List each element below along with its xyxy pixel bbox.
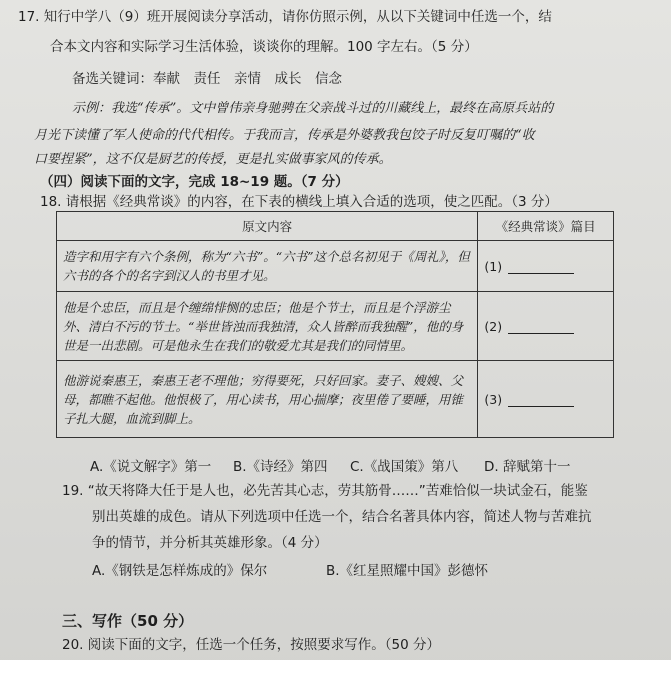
q18-option-c: C.《战国策》第八 [350, 459, 459, 475]
q19-line1: 19. “故天将降大任于是人也，必先苦其心志，劳其筋骨……”苦难恰似一块试金石，能鉴 [62, 483, 588, 499]
row2-blank[interactable] [508, 321, 574, 334]
row3-answer-cell [478, 361, 614, 438]
q17-keywords: 备选关键词：奉献 责任 亲情 成长 信念 [72, 71, 342, 87]
q19-option-b: B.《红星照耀中国》彭德怀 [326, 563, 489, 579]
row3-text: 他游说秦惠王，秦惠王老不理他；穷得要死，只好回家。妻子、嫂嫂、父母，都瞧不起他。他恨极了，用心读书，用心揣摩；夜里倦了要睡，用锥子扎大腿，血流到脚上。 [57, 361, 478, 438]
row1-label: (1) [484, 258, 503, 274]
header-original-text: 原文内容 [57, 212, 478, 241]
table-row [57, 241, 614, 292]
table-header-row [57, 212, 614, 241]
table-row [57, 292, 614, 361]
header-chapter: 《经典常谈》篇目 [478, 212, 614, 241]
q18-option-d: D. 辞赋第十一 [484, 459, 571, 475]
q19-line3: 争的情节，并分析其英雄形象。（4 分） [92, 535, 328, 551]
q19-line2: 别出英雄的成色。请从下列选项中任选一个，结合名著具体内容，简述人物与苦难抗 [92, 509, 592, 525]
q19-option-a: A.《钢铁是怎样炼成的》保尔 [92, 563, 268, 579]
section-4-heading: （四）阅读下面的文字，完成 18~19 题。（7 分） [40, 174, 349, 190]
row3-label: (3) [484, 391, 503, 407]
row1-blank[interactable] [508, 261, 574, 274]
q20-stem: 20. 阅读下面的文字，任选一个任务，按照要求写作。（50 分） [62, 637, 440, 653]
q18-table [56, 211, 614, 438]
row1-answer-cell [478, 241, 614, 292]
row2-answer-cell [478, 292, 614, 361]
q17-example-line3: 口要捏紧”，这不仅是厨艺的传授，更是扎实做事家风的传承。 [34, 152, 392, 167]
q17-example-line2: 月光下读懂了军人使命的代代相传。于我而言，传承是外婆教我包饺子时反复叮嘱的“收 [34, 128, 535, 143]
row2-label: (2) [484, 318, 503, 334]
q17-line2: 合本文内容和实际学习生活体验，谈谈你的理解。100 字左右。（5 分） [50, 39, 478, 55]
row1-text: 造字和用字有六个条例，称为“六书”。“六书”这个总名初见于《周礼》，但六书的各个的名字到汉人的书里才见。 [57, 241, 478, 292]
q17-example-line1: 示例：我选“传承”。文中曾伟亲身驰骋在父亲战斗过的川藏线上，最终在高原兵站的 [72, 101, 554, 116]
q18-option-b: B.《诗经》第四 [233, 459, 328, 475]
row2-text: 他是个忠臣，而且是个缠绵悱恻的忠臣；他是个节士，而且是个浮游尘外、清白不污的节士。“举世皆浊而我独清，众人皆醉而我独醒”，他的身世是一出悲剧。可是他永生在我们的敬爱尤其是我们的同情里。 [57, 292, 478, 361]
q18-stem: 18. 请根据《经典常谈》的内容，在下表的横线上填入合适的选项，使之匹配。（3 分） [40, 194, 558, 210]
q18-option-a: A.《说文解字》第一 [90, 459, 212, 475]
page-bottom-edge [0, 660, 671, 674]
q17-line1: 17. 知行中学八（9）班开展阅读分享活动，请你仿照示例，从以下关键词中任选一个，结 [18, 9, 552, 25]
table-row [57, 361, 614, 438]
row3-blank[interactable] [508, 394, 574, 407]
section-3-heading: 三、写作（50 分） [62, 612, 194, 630]
